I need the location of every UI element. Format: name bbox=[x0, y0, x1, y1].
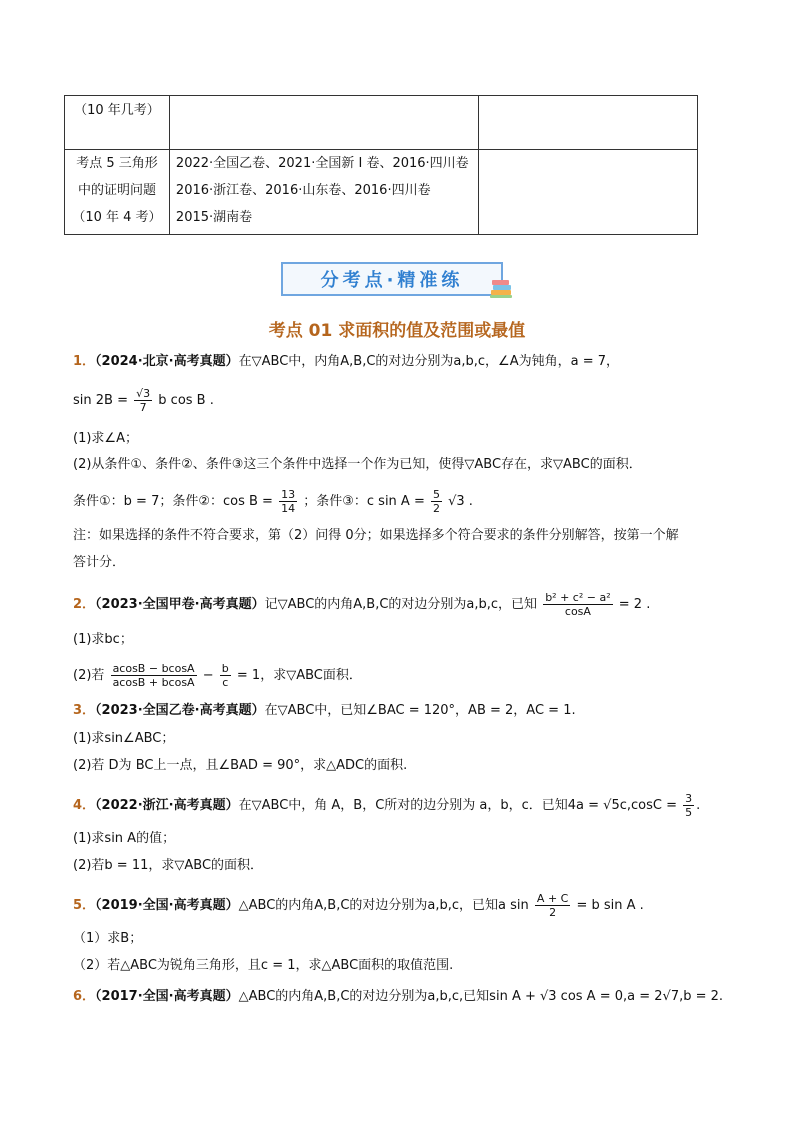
problem-number: 6． bbox=[73, 989, 96, 1004]
formula-text: − bbox=[202, 668, 214, 683]
cell-line: 考点 5 三角形 bbox=[76, 156, 158, 171]
question: (1)求sin A的值； bbox=[73, 831, 176, 846]
table-cell bbox=[65, 150, 170, 235]
problem-4-line bbox=[73, 792, 700, 819]
problem-text: △ABC的内角A,B,C的对边分别为a,b,c,已知sin A + √3 cos A = 0,a = 2√7,b = 2. bbox=[238, 989, 724, 1004]
question: (1)求∠A； bbox=[73, 431, 138, 446]
problem-source: （2022·浙江·高考真题） bbox=[95, 798, 239, 813]
fraction bbox=[431, 488, 442, 515]
note-line: 注：如果选择的条件不符合要求，第（2）问得 0分；如果选择多个符合要求的条件分别解答，按第一个解 bbox=[73, 528, 679, 543]
problem-3-line bbox=[73, 701, 576, 721]
problem-source: （2019·全国·高考真题） bbox=[95, 898, 239, 913]
problem-source: （2023·全国甲卷·高考真题） bbox=[95, 597, 265, 612]
problem-text: 记▽ABC的内角A,B,C的对边分别为a,b,c，已知 bbox=[264, 597, 538, 612]
table-cell bbox=[169, 150, 478, 235]
numerator: 5 bbox=[432, 488, 440, 501]
question: (2)若 D为 BC上一点，且∠BAD = 90°，求△ADC的面积. bbox=[73, 758, 408, 773]
fraction bbox=[683, 792, 694, 819]
question: (1)求bc； bbox=[73, 632, 133, 647]
conditions-line bbox=[73, 488, 473, 515]
table-row bbox=[65, 96, 698, 150]
formula-text: = 1，求▽ABC面积． bbox=[236, 668, 362, 683]
coverage-table bbox=[64, 95, 698, 235]
numerator: acosB − bcosA bbox=[112, 662, 195, 675]
denominator: 7 bbox=[139, 401, 147, 414]
cell-line: 2016·浙江卷、2016·山东卷、2016·四川卷 bbox=[175, 183, 431, 198]
denominator: 14 bbox=[281, 502, 296, 515]
question: （1）求B； bbox=[73, 931, 143, 946]
problem-source: （2023·全国乙卷·高考真题） bbox=[95, 703, 265, 718]
problem-2-line bbox=[73, 591, 650, 618]
section-banner bbox=[281, 262, 503, 296]
problem-number: 2． bbox=[73, 597, 96, 612]
problem-1-line bbox=[73, 352, 619, 372]
numerator: 13 bbox=[281, 488, 296, 501]
problem-6-line bbox=[73, 987, 723, 1007]
table-cell: （10 年几考） bbox=[65, 96, 170, 150]
problem-text: 在▽ABC中，角 A，B，C所对的边分别为 a，b，c．已知4a = √5c,cosC = bbox=[238, 798, 677, 813]
banner-text: 分考点·精准练 bbox=[320, 270, 464, 291]
denominator: acosB + bcosA bbox=[112, 676, 195, 689]
problem-source: （2024·北京·高考真题） bbox=[95, 354, 239, 369]
denominator: c bbox=[222, 676, 229, 689]
problem-number: 3． bbox=[73, 703, 96, 718]
fraction bbox=[134, 387, 152, 414]
denominator: 5 bbox=[685, 806, 693, 819]
numerator: √3 bbox=[136, 387, 151, 400]
table-cell bbox=[479, 150, 698, 235]
condition-text: 条件①：b = 7；条件②：cos B = bbox=[73, 494, 273, 509]
problem-text: △ABC的内角A,B,C的对边分别为a,b,c，已知a sin bbox=[238, 898, 529, 913]
table-cell bbox=[169, 96, 478, 150]
problem-text: 在▽ABC中，内角A,B,C的对边分别为a,b,c，∠A为钝角，a = 7， bbox=[238, 354, 619, 369]
fraction bbox=[535, 892, 570, 919]
problem-number: 5． bbox=[73, 898, 96, 913]
question: （2）若△ABC为锐角三角形，且c = 1，求△ABC面积的取值范围. bbox=[73, 958, 454, 973]
note-line: 答计分． bbox=[73, 555, 126, 570]
denominator: 2 bbox=[432, 502, 440, 515]
question: (1)求sin∠ABC； bbox=[73, 731, 175, 746]
problem-5-line bbox=[73, 892, 644, 919]
problem-number: 4． bbox=[73, 798, 96, 813]
problem-source: （2017·全国·高考真题） bbox=[95, 989, 239, 1004]
condition-text: ；条件③：c sin A = bbox=[303, 494, 425, 509]
question: (2)若b = 11，求▽ABC的面积． bbox=[73, 858, 264, 873]
formula-text: = 2 . bbox=[618, 597, 651, 612]
numerator: b² + c² − a² bbox=[545, 591, 611, 604]
section-title: 考点 01 求面积的值及范围或最值 bbox=[268, 321, 526, 341]
fraction bbox=[111, 662, 197, 689]
table-row bbox=[65, 150, 698, 235]
formula-text: . bbox=[696, 798, 701, 813]
problem-text: 在▽ABC中，已知∠BAC = 120°，AB = 2，AC = 1. bbox=[264, 703, 576, 718]
fraction bbox=[220, 662, 231, 689]
cell-line: 中的证明问题 bbox=[77, 183, 156, 198]
cell-line: 2022·全国乙卷、2021·全国新 I 卷、2016·四川卷 bbox=[175, 156, 469, 171]
formula-text: b cos B . bbox=[158, 393, 214, 408]
fraction bbox=[543, 591, 612, 618]
formula-text: (2)若 bbox=[73, 668, 105, 683]
question: (2)从条件①、条件②、条件③这三个条件中选择一个作为已知，使得▽ABC存在，求▽ABC的面积． bbox=[73, 457, 642, 472]
numerator: b bbox=[221, 662, 229, 675]
problem-1-formula bbox=[73, 387, 214, 414]
cell-line: 2015·湖南卷 bbox=[175, 210, 253, 225]
denominator: 2 bbox=[549, 906, 557, 919]
formula-text: sin 2B = bbox=[73, 393, 128, 408]
numerator: A + C bbox=[536, 892, 569, 905]
table-cell bbox=[479, 96, 698, 150]
question-formula bbox=[73, 662, 362, 689]
book-stack-icon bbox=[489, 278, 515, 300]
numerator: 3 bbox=[685, 792, 693, 805]
denominator: cosA bbox=[564, 605, 591, 618]
condition-text: √3 . bbox=[448, 494, 473, 509]
cell-line: （10 年 4 考） bbox=[72, 210, 162, 225]
fraction bbox=[279, 488, 297, 515]
formula-text: = b sin A . bbox=[576, 898, 644, 913]
problem-number: 1． bbox=[73, 354, 96, 369]
